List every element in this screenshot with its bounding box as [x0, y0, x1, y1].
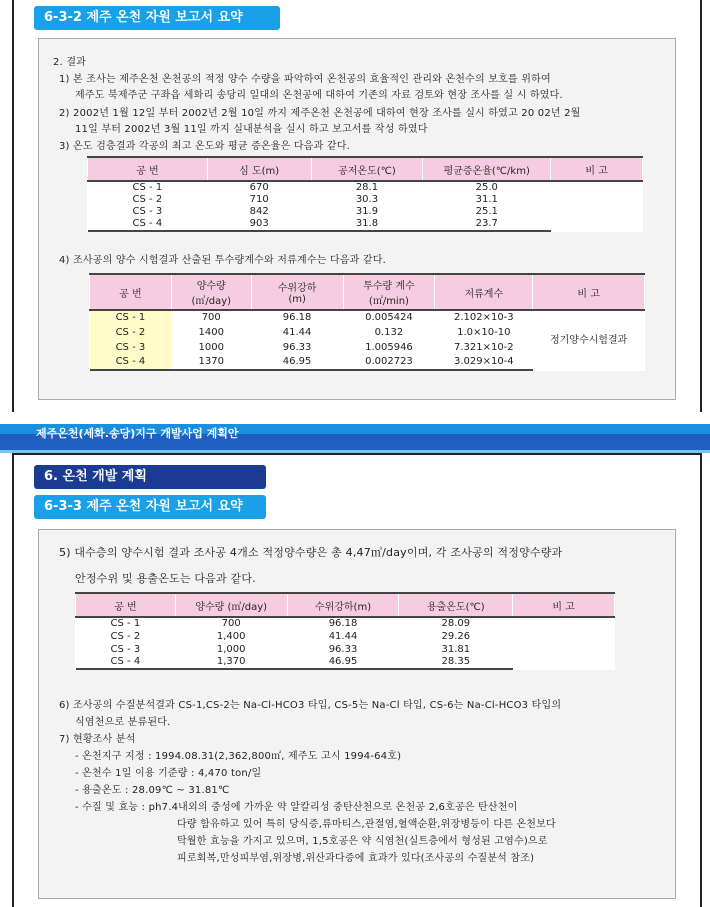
cell: CS - 3: [110, 643, 141, 655]
result-line-2a: 2) 2002년 1월 12일 부터 2002년 2월 10일 까지 제주온천 온천공에 대하여 현장 조사를 실시 하였고 20 02년 2월: [59, 108, 581, 119]
header-line: 양수량: [196, 281, 226, 292]
cell: 23.7: [423, 218, 551, 231]
cell: CS - 1: [110, 618, 141, 629]
cell: 1400: [198, 326, 224, 338]
cell: CS - 4: [88, 218, 208, 231]
header-line: 투수량 계수: [363, 281, 415, 292]
cell: 710: [249, 194, 269, 205]
summary-box: [38, 529, 676, 899]
summary-bullet-4a: - 수질 및 효능 : ph7.4내외의 중성에 가까운 약 알칼리성 중탄산천으로 온천공 2,6호공은 탄산천이: [75, 802, 518, 813]
header-unit: (㎡/min): [368, 296, 409, 307]
section-header-6-3-3: 6-3-3 제주 온천 자원 보고서 요약: [34, 495, 266, 519]
cell: 1.0×10-10: [457, 326, 511, 338]
pumping-test-table: [89, 273, 645, 371]
result-line-4: 4) 조사공의 양수 시험결과 산출된 투수량계수와 저류계수는 다음과 같다.: [59, 255, 387, 266]
band-top: [0, 412, 710, 424]
summary-bullet-4b: 다량 함유하고 있어 특히 당식증,류마티스,관절염,혈액순환,위장병등이 다른 온천보다: [177, 819, 556, 830]
table-row: [88, 181, 643, 194]
summary-line-5b: 안정수위 및 용출온도는 다음과 같다.: [75, 572, 256, 585]
cell: 96.18: [282, 312, 312, 323]
cell: 1.005946: [365, 341, 413, 353]
col-header: 비 고: [533, 274, 645, 310]
cell: 0.005424: [365, 312, 413, 323]
summary-bullet-2: - 온천수 1일 이용 기준량 : 4,470 ton/일: [75, 768, 262, 779]
band-title: 제주온천(세화.송당)지구 개발사업 계획안: [36, 427, 239, 440]
table-row: [90, 310, 645, 325]
summary-line-6a: 6) 조사공의 수질분석결과 CS-1,CS-2는 Na-Cl-HCO3 타입, CS-5는 Na-Cl 타입, CS-6는 Na-Cl-HCO3 타입의: [59, 700, 562, 711]
result-line-2b: 11일 부터 2002년 3월 11일 까지 실내분석을 실시 하고 보고서를 작성 하였다: [75, 124, 428, 135]
cell: 31.81: [441, 643, 471, 655]
cell: 7.321×10-2: [453, 341, 514, 353]
cell: 96.18: [328, 618, 358, 629]
cell: 842: [249, 206, 269, 217]
remark-cell: [551, 181, 643, 231]
page-divider-band: [0, 412, 710, 453]
cell: 903: [207, 218, 311, 231]
summary-line-6b: 식염천으로 분류된다.: [75, 717, 171, 728]
cell: CS - 4: [76, 656, 176, 669]
summary-line-7: 7) 현황조사 분석: [59, 734, 136, 745]
col-header: 공저온도(℃): [311, 157, 423, 181]
col-header: 비 고: [551, 157, 643, 181]
header-line: 수위강하: [277, 283, 317, 294]
table-row: [76, 617, 615, 630]
result-line-1b: 제주도 북제주군 구좌읍 세화리 송당리 일대의 온천공에 대하여 기존의 자료 검토와 현장 조사를 실 시 하였다.: [75, 90, 563, 101]
col-header: 공 번: [88, 157, 208, 181]
cell: 41.44: [282, 326, 312, 338]
col-header: [171, 274, 251, 310]
section-header-6-3-2: 6-3-2 제주 온천 자원 보고서 요약: [34, 6, 280, 30]
cell: CS - 4: [90, 355, 172, 370]
cell: CS - 1: [90, 310, 172, 325]
cell: 28.35: [399, 656, 513, 669]
cell: 96.33: [328, 643, 358, 655]
cell: CS - 3: [90, 340, 172, 355]
cell: 0.002723: [343, 355, 435, 370]
col-header: 용출온도(℃): [399, 593, 513, 617]
remark-cell: [513, 617, 615, 669]
result-line-1a: 1) 본 조사는 제주온천 온천공의 적정 양수 수량을 파악하여 온천공의 효율적인 관리와 온천수의 보호를 위하여: [59, 74, 551, 85]
cell: 3.029×10-4: [435, 355, 533, 370]
yield-table: [75, 592, 615, 670]
summary-line-5a: 5) 대수층의 양수시험 결과 조사공 4개소 적정양수량은 총 4,47㎥/day이며, 각 조사공의 적정양수량과: [59, 546, 563, 559]
cell: 28.1: [355, 182, 379, 193]
col-header: 저류계수: [435, 274, 533, 310]
col-header: 비 고: [513, 593, 615, 617]
cell: 1,000: [216, 643, 246, 655]
cell: 31.1: [475, 194, 498, 205]
cell: 1000: [198, 341, 224, 353]
cell: CS - 2: [110, 630, 141, 642]
cell: 41.44: [328, 630, 358, 642]
cell: 670: [249, 182, 269, 193]
results-box: [38, 38, 676, 400]
cell: 30.3: [355, 194, 379, 205]
cell: 31.9: [355, 206, 379, 217]
col-header: 양수량 (㎥/day): [175, 593, 287, 617]
cell: CS - 2: [132, 194, 163, 205]
temperature-table: [87, 156, 643, 232]
cell: 28.09: [441, 618, 471, 629]
results-heading: 2. 결과: [53, 57, 87, 68]
cell: 700: [201, 312, 221, 323]
col-header: [343, 274, 435, 310]
summary-bullet-1: - 온천지구 지정 : 1994.08.31(2,362,800㎡, 제주도 고시 1994-64호): [75, 751, 402, 762]
cell: 1,370: [175, 656, 287, 669]
col-header: 공 번: [76, 593, 176, 617]
cell: 31.8: [311, 218, 423, 231]
summary-bullet-3: - 용출온도 : 28.09℃ ~ 31.81℃: [75, 785, 230, 796]
col-header: 평균증온율(℃/km): [423, 157, 551, 181]
result-line-3: 3) 온도 검층결과 각공의 최고 온도와 평균 증온율은 다음과 같다.: [59, 141, 350, 152]
summary-bullet-4c: 탁월한 효능을 가지고 있으며, 1,5호공은 약 식염천(실트층에서 형성된 고염수)으로: [177, 836, 548, 847]
report-page-2: [12, 453, 702, 907]
remark-cell: 정기양수시험결과: [549, 334, 628, 346]
col-header: [251, 274, 343, 310]
cell: 46.95: [251, 355, 343, 370]
cell: CS - 3: [132, 206, 163, 217]
section-header-6: 6. 온천 개발 계획: [34, 465, 266, 489]
header-unit: (m): [288, 294, 306, 305]
header-unit: (㎥/day): [191, 296, 232, 307]
cell: 25.1: [475, 206, 498, 217]
cell: CS - 1: [132, 182, 163, 193]
col-header: 심 도(m): [207, 157, 311, 181]
cell: 2.102×10-3: [453, 312, 514, 323]
cell: 1370: [171, 355, 251, 370]
col-header: 수위강하(m): [287, 593, 399, 617]
cell: CS - 2: [90, 325, 172, 340]
cell: 46.95: [287, 656, 399, 669]
cell: 96.33: [282, 341, 312, 353]
cell: 29.26: [441, 630, 471, 642]
cell: 0.132: [374, 326, 404, 338]
report-page-1: [12, 0, 702, 412]
col-header: 공 번: [90, 274, 172, 310]
cell: 700: [221, 618, 241, 629]
cell: 25.0: [475, 182, 498, 193]
cell: 1,400: [216, 630, 246, 642]
summary-bullet-4d: 피로회복,만성피부염,위장병,위산과다증에 효과가 있다(조사공의 수질분석 참조): [177, 853, 535, 864]
